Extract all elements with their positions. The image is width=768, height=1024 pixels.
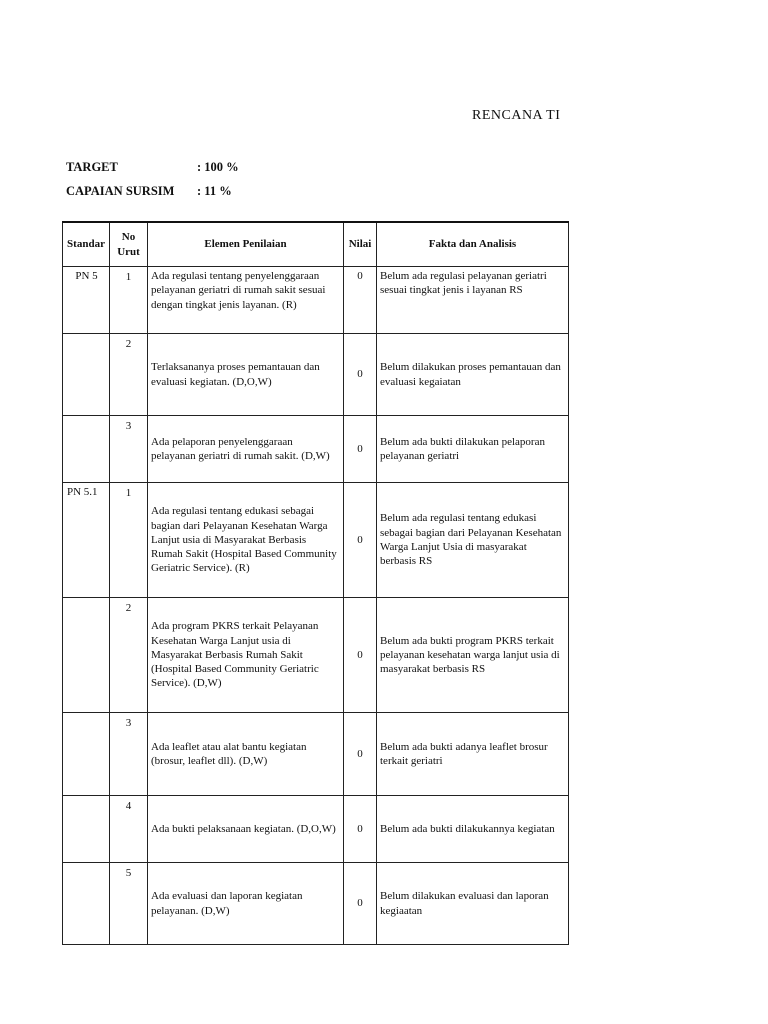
table-row xyxy=(63,598,569,713)
target-line xyxy=(66,160,239,175)
table-row xyxy=(63,483,569,598)
cell-fakta: Belum ada regulasi tentang edukasi sebagai bagian dari Pelayanan Kesehatan Warga Lanjut Usia di masyarakat berbasis RS xyxy=(377,483,569,598)
cell-no-urut: 5 xyxy=(110,863,148,945)
cell-nilai: 0 xyxy=(344,483,377,598)
header-elemen-penilaian: Elemen Penilaian xyxy=(148,222,344,267)
cell-elemen: Ada program PKRS terkait Pelayanan Kesehatan Warga Lanjut usia di Masyarakat Berbasis Rumah Sakit (Hospital Based Community Geriatric Service). (D,W) xyxy=(148,598,344,713)
cell-elemen: Ada regulasi tentang edukasi sebagai bagian dari Pelayanan Kesehatan Warga Lanjut usia di Masyarakat Berbasis Rumah Sakit (Hospital Based Community Geriatric Service). (R) xyxy=(148,483,344,598)
cell-fakta: Belum dilakukan proses pemantauan dan evaluasi kegaiatan xyxy=(377,334,569,416)
capaian-value: : 11 % xyxy=(197,184,232,198)
cell-standar xyxy=(63,598,110,713)
assessment-table xyxy=(62,221,569,945)
cell-standar xyxy=(63,796,110,863)
header-fakta-analisis: Fakta dan Analisis xyxy=(377,222,569,267)
cell-elemen: Terlaksananya proses pemantauan dan evaluasi kegiatan. (D,O,W) xyxy=(148,334,344,416)
cell-nilai: 0 xyxy=(344,796,377,863)
cell-standar xyxy=(63,863,110,945)
cell-no-urut: 2 xyxy=(110,598,148,713)
table-row xyxy=(63,416,569,483)
table-row xyxy=(63,713,569,796)
cell-fakta: Belum ada bukti program PKRS terkait pelayanan kesehatan warga lanjut usia di masyarakat berbasis RS xyxy=(377,598,569,713)
target-value: : 100 % xyxy=(197,160,239,174)
table-row xyxy=(63,863,569,945)
cell-elemen: Ada leaflet atau alat bantu kegiatan (brosur, leaflet dll). (D,W) xyxy=(148,713,344,796)
capaian-label: CAPAIAN SURSIM xyxy=(66,184,175,198)
header-standar: Standar xyxy=(63,222,110,267)
cell-elemen: Ada regulasi tentang penyelenggaraan pelayanan geriatri di rumah sakit sesuai dengan tingkat jenis layanan. (R) xyxy=(148,267,344,334)
table-row xyxy=(63,334,569,416)
cell-elemen: Ada pelaporan penyelenggaraan pelayanan geriatri di rumah sakit. (D,W) xyxy=(148,416,344,483)
cell-no-urut: 4 xyxy=(110,796,148,863)
cell-no-urut: 3 xyxy=(110,713,148,796)
capaian-line xyxy=(66,184,232,199)
cell-standar: PN 5.1 xyxy=(63,483,110,598)
cell-elemen: Ada bukti pelaksanaan kegiatan. (D,O,W) xyxy=(148,796,344,863)
cell-standar xyxy=(63,713,110,796)
table-row xyxy=(63,796,569,863)
cell-fakta: Belum dilakukan evaluasi dan laporan kegiaatan xyxy=(377,863,569,945)
header-no-urut: No Urut xyxy=(110,222,148,267)
cell-nilai: 0 xyxy=(344,416,377,483)
cell-nilai: 0 xyxy=(344,334,377,416)
cell-nilai: 0 xyxy=(344,598,377,713)
cell-fakta: Belum ada bukti dilakukan pelaporan pelayanan geriatri xyxy=(377,416,569,483)
cell-fakta: Belum ada bukti adanya leaflet brosur terkait geriatri xyxy=(377,713,569,796)
cell-standar: PN 5 xyxy=(63,267,110,334)
cell-no-urut: 1 xyxy=(110,267,148,334)
table-row xyxy=(63,267,569,334)
cell-nilai: 0 xyxy=(344,713,377,796)
table-header-row xyxy=(63,222,569,267)
cell-fakta: Belum ada bukti dilakukannya kegiatan xyxy=(377,796,569,863)
cell-no-urut: 3 xyxy=(110,416,148,483)
cell-standar xyxy=(63,334,110,416)
cell-no-urut: 2 xyxy=(110,334,148,416)
cell-nilai: 0 xyxy=(344,267,377,334)
cell-elemen: Ada evaluasi dan laporan kegiatan pelayanan. (D,W) xyxy=(148,863,344,945)
cell-no-urut: 1 xyxy=(110,483,148,598)
target-label: TARGET xyxy=(66,160,118,174)
document-title: RENCANA TI xyxy=(472,108,561,123)
cell-standar xyxy=(63,416,110,483)
cell-fakta: Belum ada regulasi pelayanan geriatri sesuai tingkat jenis i layanan RS xyxy=(377,267,569,334)
cell-nilai: 0 xyxy=(344,863,377,945)
header-nilai: Nilai xyxy=(344,222,377,267)
